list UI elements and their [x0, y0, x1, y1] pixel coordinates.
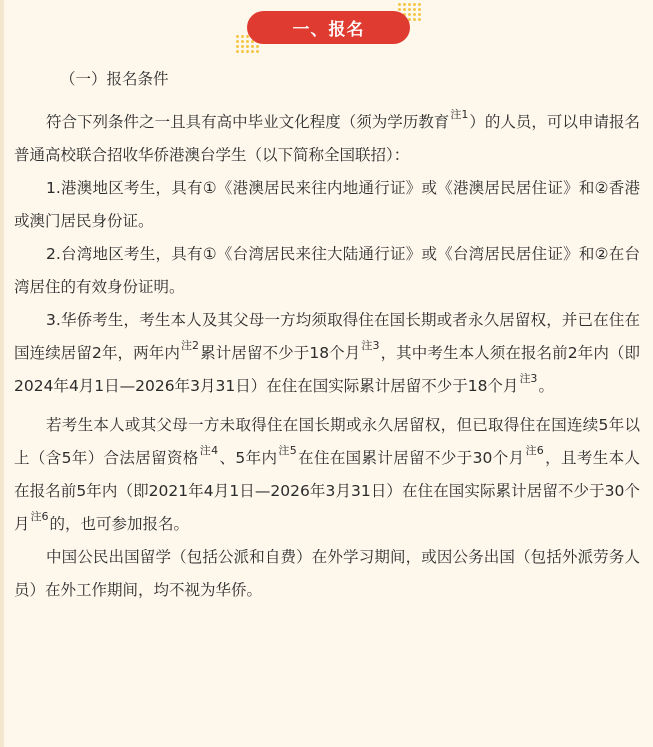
intro-paragraph [14, 106, 640, 172]
exclusion-paragraph: 中国公民出国留学（包括公派和自费）在外学习期间，或因公务出国（包括外派劳务人员）在外工作期间，均不视为华侨。 [14, 548, 640, 599]
footnote-marker: 注1 [450, 108, 469, 121]
footnote-marker: 注2 [180, 339, 200, 352]
text-run: 累计居留不少于18个月 [200, 344, 361, 362]
section-banner [235, 2, 425, 54]
subsection-heading: （一）报名条件 [60, 70, 169, 88]
text-run: ，其中考生本人须在报名前2年内（即2024年4月1日—2026年3月31日）在住在国实际累计居留不少于18个月 [14, 344, 641, 395]
footnote-marker: 注6 [30, 510, 49, 523]
footnote-marker: 注3 [519, 372, 538, 385]
alternative-condition-paragraph [14, 409, 640, 541]
text-run: 在住在国累计居留不少于30个月 [297, 449, 525, 467]
condition-item-hk-macao: 1.港澳地区考生，具有①《港澳居民来往内地通行证》或《港澳居民居住证》和②香港或澳门居民身份证。 [14, 179, 640, 230]
text-run: 3.华侨考生，考生本人及其父母一方均须取得住在国长期或者永久居留权，并已在住在国连续居留2年，两年内 [14, 311, 640, 362]
text-run: 。 [538, 377, 554, 395]
footnote-marker: 注3 [361, 339, 380, 352]
article-body [14, 66, 640, 607]
footnote-marker: 注6 [525, 444, 544, 457]
text-run: 符合下列条件之一且具有高中毕业文化程度（须为学历教育 [46, 113, 450, 131]
text-run: 、5年内 [219, 449, 278, 467]
text-run: ）的人员，可以申请报名普通高校联合招收华侨港澳台学生（以下简称全国联招）： [14, 113, 640, 164]
condition-item-overseas-chinese [14, 304, 640, 403]
condition-item-taiwan: 2.台湾地区考生，具有①《台湾居民来往大陆通行证》或《台湾居民居住证》和②在台湾居住的有效身份证明。 [14, 245, 640, 296]
section-title: 一、报名 [247, 11, 410, 44]
text-run: 的，也可参加报名。 [49, 515, 190, 533]
text-run: 若考生本人或其父母一方未取得住在国长期或永久居留权，但已取得住在国连续5年以上（含5年）合法居留资格 [14, 416, 640, 467]
footnote-marker: 注4 [199, 444, 219, 457]
footnote-marker: 注5 [278, 444, 297, 457]
text-run: ，且考生本人在报名前5年内（即2021年4月1日—2026年3月31日）在住在国实际累计居留不少于30个月 [14, 449, 641, 533]
